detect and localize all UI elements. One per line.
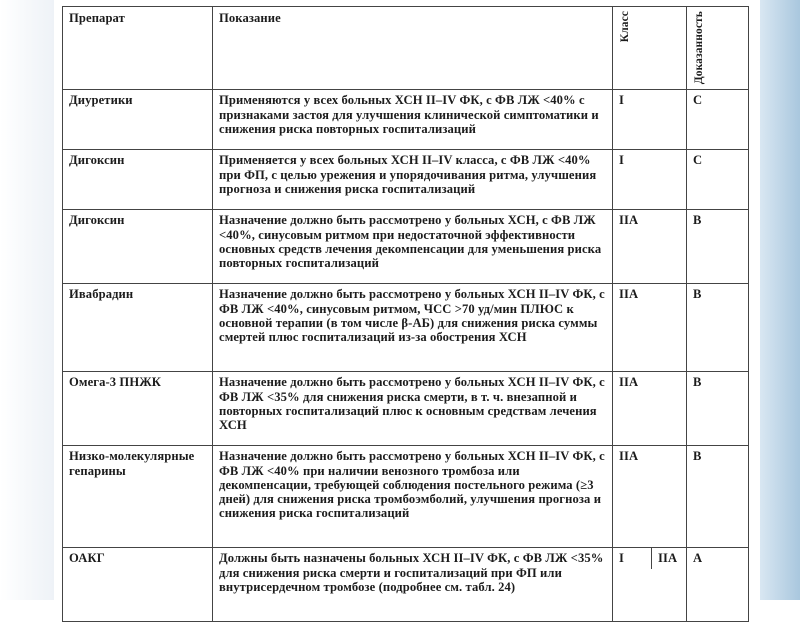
header-evidence: Доказанность	[687, 7, 749, 90]
table-row	[63, 446, 749, 548]
cell-drug: ОАКГ	[63, 548, 213, 622]
cell-drug: Омега-3 ПНЖК	[63, 372, 213, 446]
cell-evidence: B	[687, 372, 749, 446]
table-row	[63, 284, 749, 372]
cell-indication: Назначение должно быть рассмотрено у больных ХСН, с ФВ ЛЖ <40%, синусовым ритмом при недостаточной эффективности основных средств лечения декомпенсации для уменьшения риска повторных госпитализаций	[213, 210, 613, 284]
cell-indication: Применяется у всех больных ХСН II–IV класса, с ФВ ЛЖ <40% при ФП, с целью урежения и упорядочивания ритма, улучшения прогноза и снижения риска госпитализаций	[213, 150, 613, 210]
header-drug: Препарат	[63, 7, 213, 90]
table-header-row	[63, 7, 749, 90]
cell-drug: Диуретики	[63, 90, 213, 150]
cell-evidence: C	[687, 150, 749, 210]
cell-evidence: B	[687, 284, 749, 372]
cell-drug: Дигоксин	[63, 150, 213, 210]
cell-evidence: B	[687, 446, 749, 548]
table-row	[63, 150, 749, 210]
cell-indication: Применяются у всех больных ХСН II–IV ФК, с ФВ ЛЖ <40% с признаками застоя для улучшения клинической симптоматики и снижения риска повторных госпитализаций	[213, 90, 613, 150]
table-row	[63, 90, 749, 150]
cell-indication: Назначение должно быть рассмотрено у больных ХСН II–IV ФК, с ФВ ЛЖ <40% при наличии венозного тромбоза или декомпенсации, требующей соблюдения постельного режима (≥3 дней) для снижения риска тромбоэмболий, улучшения прогноза и снижения риска госпитализаций	[213, 446, 613, 548]
table-row	[63, 548, 749, 622]
cell-class: IIA	[613, 446, 687, 548]
cell-evidence: C	[687, 90, 749, 150]
header-indication: Показание	[213, 7, 613, 90]
cell-indication: Назначение должно быть рассмотрено у больных ХСН II–IV ФК, с ФВ ЛЖ <35% для снижения риска смерти, в т. ч. внезапной и повторных госпитализаций плюс к основным средствам лечения ХСН	[213, 372, 613, 446]
cell-drug: Ивабрадин	[63, 284, 213, 372]
cell-class: I	[613, 90, 687, 150]
cell-class: I	[613, 150, 687, 210]
cell-drug: Дигоксин	[63, 210, 213, 284]
cell-class: IIA	[613, 210, 687, 284]
left-edge-background	[0, 0, 54, 600]
table-row	[63, 210, 749, 284]
table-row	[63, 372, 749, 446]
cell-evidence: B	[687, 210, 749, 284]
cell-class: IIA	[613, 284, 687, 372]
cell-class-split	[613, 548, 687, 622]
cell-class-primary: I	[613, 548, 652, 568]
cell-indication: Должны быть назначены больных ХСН II–IV ФК, с ФВ ЛЖ <35% для снижения риска смерти и госпитализаций при ФП или внутрисердечном тромбозе (подробнее см. табл. 24)	[213, 548, 613, 622]
header-class: Класс	[613, 7, 687, 90]
recommendations-table	[62, 6, 749, 622]
cell-evidence: A	[687, 548, 749, 622]
cell-class: IIA	[613, 372, 687, 446]
cell-drug: Низко-молекулярные гепарины	[63, 446, 213, 548]
right-edge-background	[760, 0, 800, 600]
cell-class-secondary: IIA	[658, 551, 678, 566]
cell-indication: Назначение должно быть рассмотрено у больных ХСН II–IV ФК, с ФВ ЛЖ <40%, синусовым ритмом, ЧСС >70 уд/мин ПЛЮС к основной терапии (в том числе β-АБ) для снижения риска суммы смертей плюс госпитализаций из-за обострения ХСН	[213, 284, 613, 372]
